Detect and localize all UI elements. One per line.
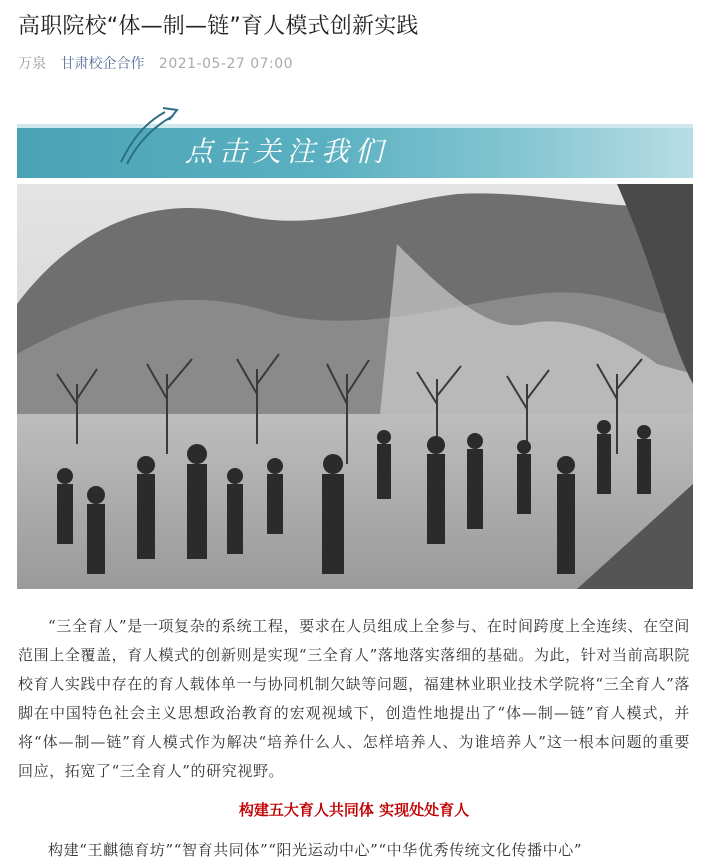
paragraph: 构建“王麒德育坊”“智育共同体”“阳光运动中心”“中华优秀传统文化传播中心” (48, 841, 583, 859)
article-title: 高职院校“体—制—链”育人模式创新实践 (18, 14, 419, 39)
account-link[interactable]: 甘肃校企合作 (60, 56, 145, 72)
follow-text: 点击关注我们 (185, 135, 390, 168)
article-meta (18, 54, 303, 74)
publish-date: 2021-05-27 07:00 (158, 56, 294, 72)
section-heading: 构建五大育人共同体 实现处处育人 (238, 801, 470, 819)
arrow-icon (113, 106, 193, 166)
article-author: 万泉 (18, 56, 46, 72)
follow-banner[interactable] (17, 106, 693, 178)
paragraph: “三全育人”是一项复杂的系统工程，要求在人员组成上全参与、在时间跨度上全连续、在空间范围上全覆盖，育人模式的创新则是实现“三全育人”落地落实落细的基础。为此，针对当前高职院校育人实践中存在的育人载体单一与协同机制欠缺等问题，福建林业职业技术学院将“三全育人”落脚在中国特色社会主义思想政治教育的宏观视域下，创造性地提出了“体—制—链”育人模式，并将“体—制—链”育人模式作为解决“培养什么人、怎样培养人、为谁培养人”这一根本问题的重要回应，拓宽了“三全育人”的研究视野。 (18, 617, 690, 780)
article-photo (17, 184, 693, 589)
article-body (18, 612, 690, 865)
